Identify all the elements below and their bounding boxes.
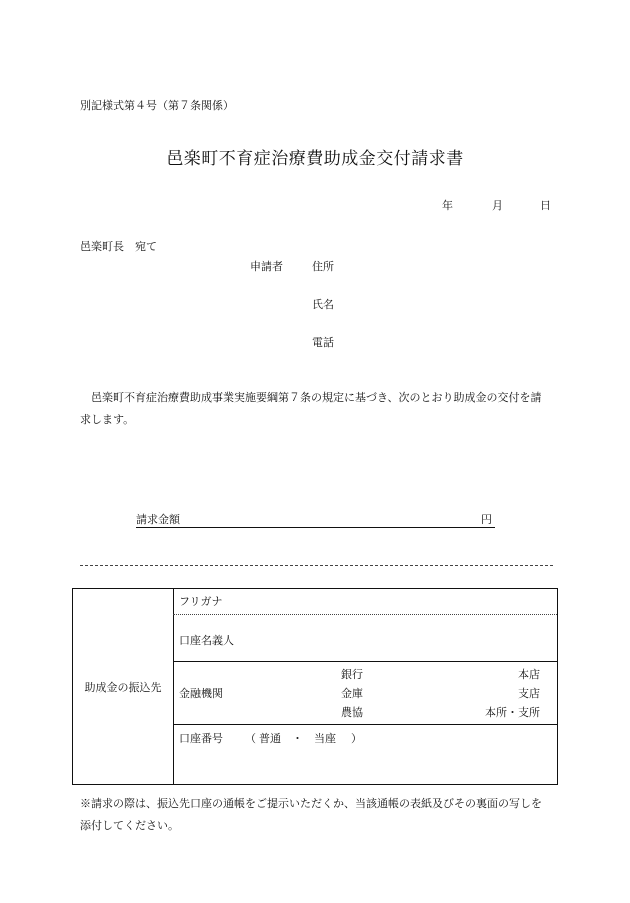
cut-line-divider: [80, 565, 553, 566]
applicant-label: 申請者: [250, 260, 283, 273]
addressee: 邑楽町長 宛て: [80, 240, 157, 253]
name-label: 氏名: [312, 298, 334, 311]
account-type-options: 普通 ・ 当座: [259, 732, 336, 745]
amount-unit: 円: [481, 513, 492, 526]
row-divider-institution: [173, 724, 557, 725]
institution-type-nokyo: 農協: [341, 706, 363, 719]
amount-label: 請求金額: [136, 513, 180, 526]
account-type-open-paren: （: [245, 732, 256, 745]
page-title: 邑楽町不育症治療費助成金交付請求書: [166, 149, 464, 169]
account-number-label: 口座番号: [179, 732, 223, 745]
account-holder-label: 口座名義人: [179, 634, 234, 647]
form-number: 別記様式第４号（第７条関係）: [80, 99, 234, 112]
bank-transfer-table: [72, 588, 558, 785]
row-divider-furigana: [173, 614, 557, 615]
request-body-text: 邑楽町不育症治療費助成事業実施要綱第７条の規定に基づき、次のとおり助成金の交付を請求します。: [80, 391, 542, 426]
row-divider-holder: [173, 661, 557, 662]
transfer-destination-label: 助成金の振込先: [84, 680, 162, 694]
furigana-label: フリガナ: [179, 595, 223, 608]
date-year-label: 年: [442, 199, 453, 212]
attachment-note: ※請求の際は、振込先口座の通帳をご提示いただくか、当該通帳の表紙及びその裏面の写しを添付してください。: [80, 797, 542, 832]
address-label: 住所: [312, 260, 334, 273]
branch-type-branch: 支店: [518, 687, 540, 700]
amount-underline: [136, 527, 495, 528]
transfer-destination-header: [73, 589, 174, 784]
institution-type-shinkin: 金庫: [341, 687, 363, 700]
branch-type-main: 本店: [518, 668, 540, 681]
phone-label: 電話: [312, 336, 334, 349]
branch-type-office: 本所・支所: [485, 706, 540, 719]
date-day-label: 日: [540, 199, 551, 212]
account-type-close-paren: ）: [351, 732, 362, 745]
institution-label: 金融機関: [179, 687, 223, 700]
institution-type-bank: 銀行: [341, 668, 363, 681]
date-month-label: 月: [492, 199, 503, 212]
